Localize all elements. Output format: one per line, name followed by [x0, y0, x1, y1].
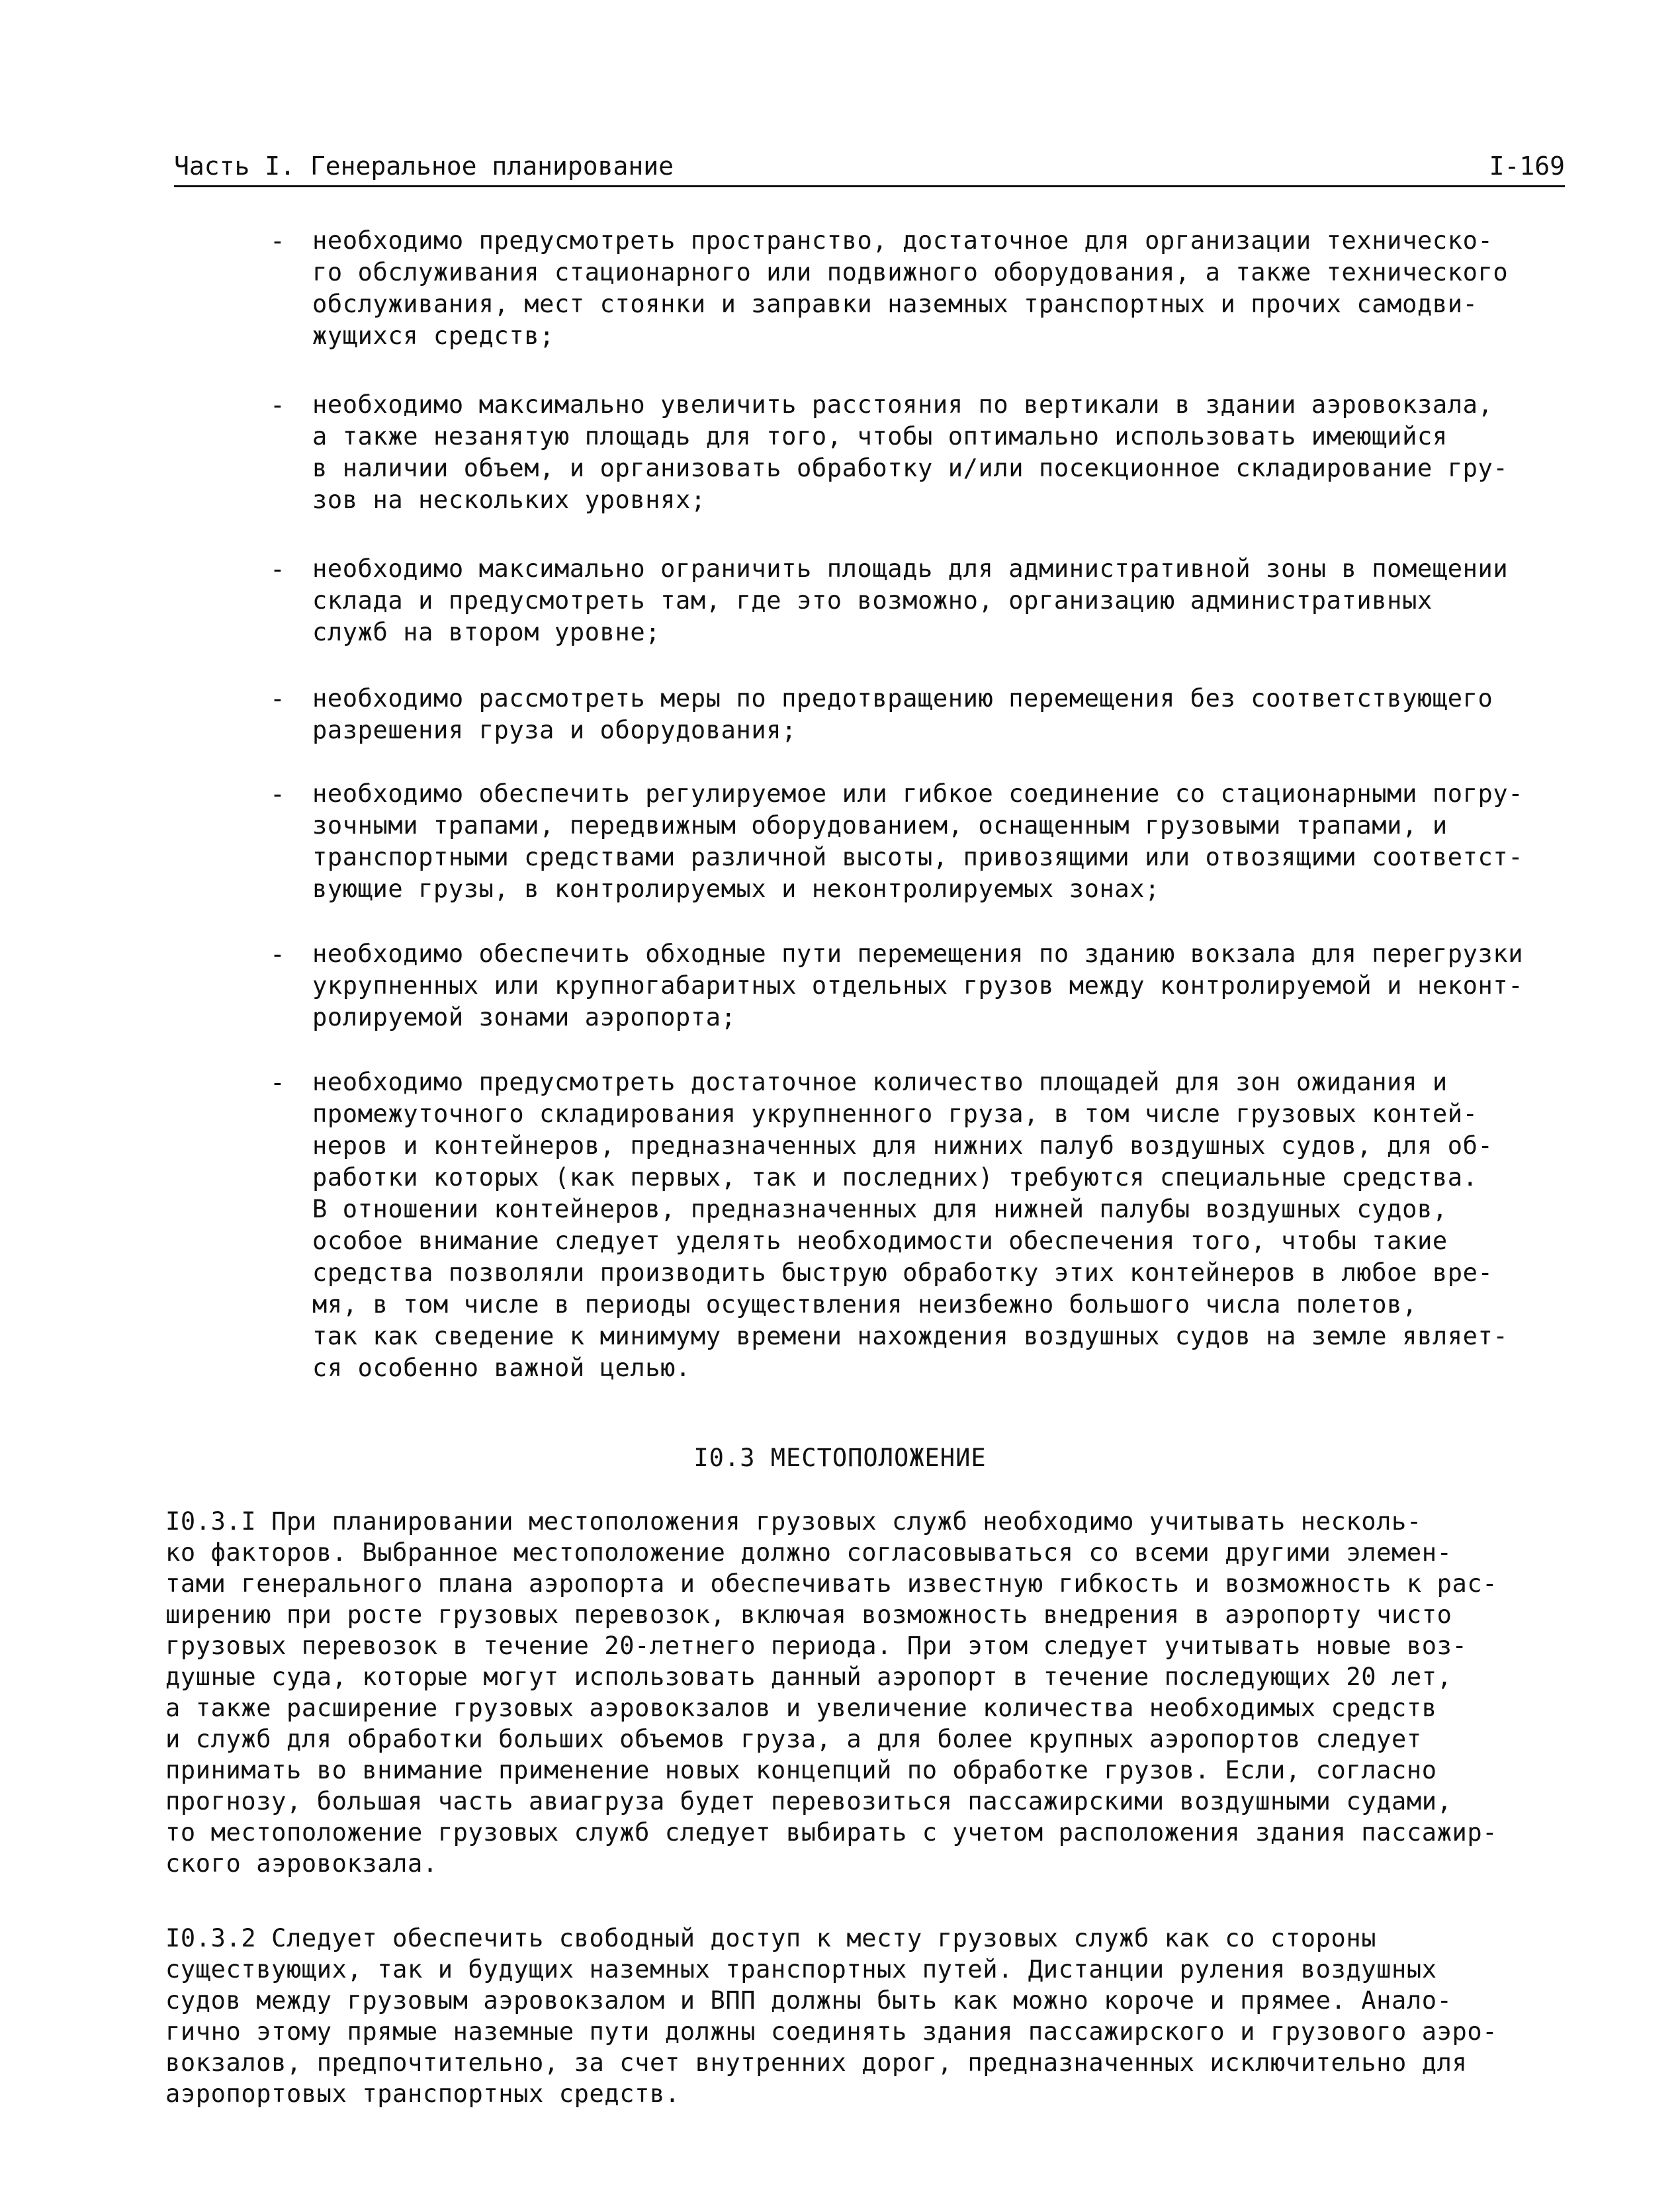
list-item-text: необходимо обеспечить регулируемое или гибкое соединение со стационарными погру- зочными трапами, передвижным оборудованием, оснащенным грузовыми трапами, и транспортными средствами различной высоты, привозящими или отвозящими соответст- вующие грузы, в контролируемых и неконтролируемых зонах;	[312, 779, 1524, 903]
list-item-text: необходимо максимально увеличить расстояния по вертикали в здании аэровокзала, а также незанятую площадь для того, чтобы оптимально использовать имеющийся в наличии объем, и организовать обработку и/или посекционное складирование гру- зов на нескольких уровнях;	[312, 390, 1509, 514]
section-heading: I0.3 МЕСТОПОЛОЖЕНИЕ	[693, 1444, 987, 1472]
bullet-dash: -	[270, 1068, 285, 1097]
bullet-dash: -	[270, 390, 285, 419]
list-item-text: необходимо предусмотреть пространство, достаточное для организации техническо- го обслуживания стационарного или подвижного оборудования, а также технического обслуживания, мест стоянки и заправки наземных транспортных и прочих самодви- жущихся средств;	[312, 226, 1509, 350]
page-number: I-169	[1489, 152, 1565, 181]
bullet-dash: -	[270, 226, 285, 255]
running-header	[174, 151, 1565, 187]
bullet-dash: -	[270, 779, 285, 809]
paragraph-10-3-2: I0.3.2 Следует обеспечить свободный доступ к месту грузовых служб как со стороны существующих, так и будущих наземных транспортных путей. Дистанции руления воздушных судов между грузовым аэровокзалом и ВПП должны быть как можно короче и прямее. Анало- гично этому прямые наземные пути должны соединять здания пассажирского и грузового аэро- вокзалов, предпочтительно, за счет внутренних дорог, предназначенных исключительно для аэропортовых транспортных средств.	[165, 1924, 1498, 2108]
list-item-text: необходимо обеспечить обходные пути перемещения по зданию вокзала для перегрузки укрупненных или крупногабаритных отдельных грузов между контролируемой и неконт- ролируемой зонами аэропорта;	[312, 940, 1524, 1031]
paragraph-10-3-1: I0.3.I При планировании местоположения грузовых служб необходимо учитывать несколь- ко факторов. Выбранное местоположение должно согласовываться со всеми другими элемен- тами генерального плана аэропорта и обеспечивать известную гибкость и возможность к рас- ширению при росте грузовых перевозок, включая возможность внедрения в аэропорту чисто грузовых перевозок в течение 20-летнего периода. При этом следует учитывать новые воз- душные суда, которые могут использовать данный аэропорт в течение последующих 20 лет, а также расширение грузовых аэровокзалов и увеличение количества необходимых средств и служб для обработки больших объемов груза, а для более крупных аэропортов следует принимать во внимание применение новых концепций по обработке грузов. Если, согласно прогнозу, большая часть авиагруза будет перевозиться пассажирскими воздушными судами, то местоположение грузовых служб следует выбирать с учетом расположения здания пассажир- ского аэровокзала.	[165, 1507, 1498, 1878]
header-title: Часть I. Генеральное планирование	[174, 152, 674, 181]
bullet-dash: -	[270, 684, 285, 713]
list-item-text: необходимо предусмотреть достаточное количество площадей для зон ожидания и промежуточного складирования укрупненного груза, в том числе грузовых контей- неров и контейнеров, предназначенных для нижних палуб воздушных судов, для об- работки которых (как первых, так и последних) требуются специальные средства. В отношении контейнеров, предназначенных для нижней палубы воздушных судов, особое внимание следует уделять необходимости обеспечения того, чтобы такие средства позволяли производить быструю обработку этих контейнеров в любое вре- мя, в том числе в периоды осуществления неизбежно большого числа полетов, так как сведение к минимуму времени нахождения воздушных судов на земле являет- ся особенно важной целью.	[312, 1068, 1509, 1382]
list-item-text: необходимо рассмотреть меры по предотвращению перемещения без соответствующего разрешения груза и оборудования;	[312, 684, 1493, 744]
list-item-text: необходимо максимально ограничить площадь для административной зоны в помещении склада и предусмотреть там, где это возможно, организацию административных служб на втором уровне;	[312, 554, 1509, 646]
bullet-dash: -	[270, 554, 285, 584]
bullet-dash: -	[270, 940, 285, 969]
